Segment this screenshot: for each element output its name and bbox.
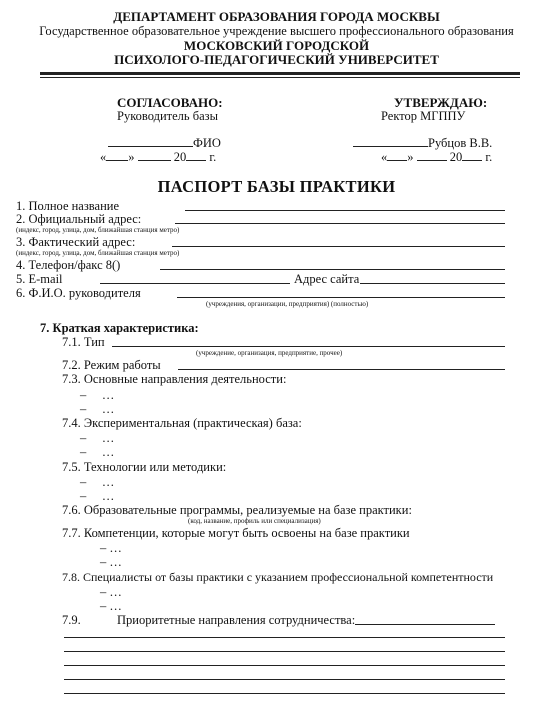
blank-line [64,651,505,652]
field-website-label: Адрес сайта [294,272,360,286]
s76-hint: (код, название, профиль или специализация) [188,517,321,525]
field-head-name-hint: (учреждения, организации, предприятия) (полностью) [206,300,369,308]
year-suffix: г. [209,150,217,164]
dots: … [109,599,122,613]
s74-item-2 [80,445,114,460]
blank-line [64,637,505,638]
s72-line [178,369,505,370]
s78-item-1 [100,585,122,600]
s72-label: 7.2. Режим работы [62,358,161,372]
dots: … [101,475,115,489]
document-title: ПАСПОРТ БАЗЫ ПРАКТИКИ [157,177,396,196]
field-official-address-hint: (индекс, город, улица, дом, ближайшая станция метро) [16,226,180,234]
agreed-title: СОГЛАСОВАНО: [117,95,223,110]
university-name-line1: МОСКОВСКИЙ ГОРОДСКОЙ [183,38,370,53]
field-email-line [100,283,290,284]
dash: – [80,475,87,489]
s74-label: 7.4. Экспериментальная (практическая) база: [62,416,302,430]
s75-item-2 [80,489,114,504]
approved-role: Ректор МГППУ [381,109,466,123]
field-actual-address-hint: (индекс, город, улица, дом, ближайшая станция метро) [16,249,180,257]
dash: – [100,555,107,569]
date-close: » [407,150,414,164]
field-email-label: 5. E-mail [16,272,63,286]
agreed-role: Руководитель базы [117,109,218,123]
dash: – [80,431,87,445]
blank-line [64,665,505,666]
date-open: « [381,150,388,164]
field-official-address-line [175,223,505,224]
dots: … [101,402,115,416]
s77-item-1 [100,541,122,556]
dots: … [109,585,122,599]
dash: – [80,388,87,402]
dash: – [80,445,87,459]
s75-item-1 [80,475,114,490]
section7-title: 7. Краткая характеристика: [40,321,199,335]
dash: – [80,489,87,503]
s77-label: 7.7. Компетенции, которые могут быть освоены на базе практики [62,526,410,540]
s71-label: 7.1. Тип [62,335,105,349]
s77-item-2 [100,555,122,570]
s78-label: 7.8. Специалисты от базы практики с указанием профессиональной компетентности [62,570,494,584]
dash: – [100,599,107,613]
s78-item-2 [100,599,122,614]
university-name-line2: ПСИХОЛОГО-ПЕДАГОГИЧЕСКИЙ УНИВЕРСИТЕТ [114,52,439,67]
date-close: » [128,150,135,164]
s71-hint: (учреждение, организация, предприятие, прочее) [196,349,343,357]
dots: … [109,555,122,569]
field-phone-label: 4. Телефон/факс 8() [16,258,121,272]
header-rule-thin [40,77,520,78]
s79-line [355,624,495,625]
dash: – [100,585,107,599]
dash: – [100,541,107,555]
s75-label: 7.5. Технологии или методики: [62,460,227,474]
header-rule [40,72,520,75]
s73-item-1 [80,388,114,403]
field-full-name-line [185,210,505,211]
date-open: « [100,150,107,164]
s74-item-1 [80,431,114,446]
field-phone-line [160,269,505,270]
year-prefix: 20 [449,150,463,164]
s73-item-2 [80,402,114,417]
agreed-signature-line [108,136,221,151]
field-head-name-label: 6. Ф.И.О. руководителя [16,286,141,300]
blank-line [64,693,505,694]
approved-date-line [381,150,492,165]
approved-name: Рубцов В.В. [428,136,493,150]
field-actual-address-line [172,246,505,247]
department-heading: ДЕПАРТАМЕНТ ОБРАЗОВАНИЯ ГОРОДА МОСКВЫ [113,9,440,24]
dots: … [109,541,122,555]
s79-number: 7.9. [62,613,81,627]
approved-title: УТВЕРЖДАЮ: [394,95,488,110]
field-official-address-label: 2. Официальный адрес: [16,212,142,226]
s76-label: 7.6. Образовательные программы, реализуемые на базе практики: [62,503,412,517]
blank-line [64,679,505,680]
s79-label: Приоритетные направления сотрудничества: [117,613,356,627]
s71-line [112,346,505,347]
s73-label: 7.3. Основные направления деятельности: [62,372,287,386]
year-prefix: 20 [173,150,187,164]
agreed-name: ФИО [193,136,221,150]
dots: … [101,388,115,402]
dots: … [101,431,115,445]
dots: … [101,489,115,503]
dots: … [101,445,115,459]
field-full-name-label: 1. Полное название [16,199,120,213]
field-head-name-line [177,297,505,298]
year-suffix: г. [485,150,493,164]
institution-line: Государственное образовательное учреждение высшего профессионального образования [39,24,514,38]
agreed-date-line [100,150,216,165]
field-website-line [360,283,505,284]
field-actual-address-label: 3. Фактический адрес: [16,235,136,249]
approved-signature-line [353,136,492,151]
dash: – [80,402,87,416]
